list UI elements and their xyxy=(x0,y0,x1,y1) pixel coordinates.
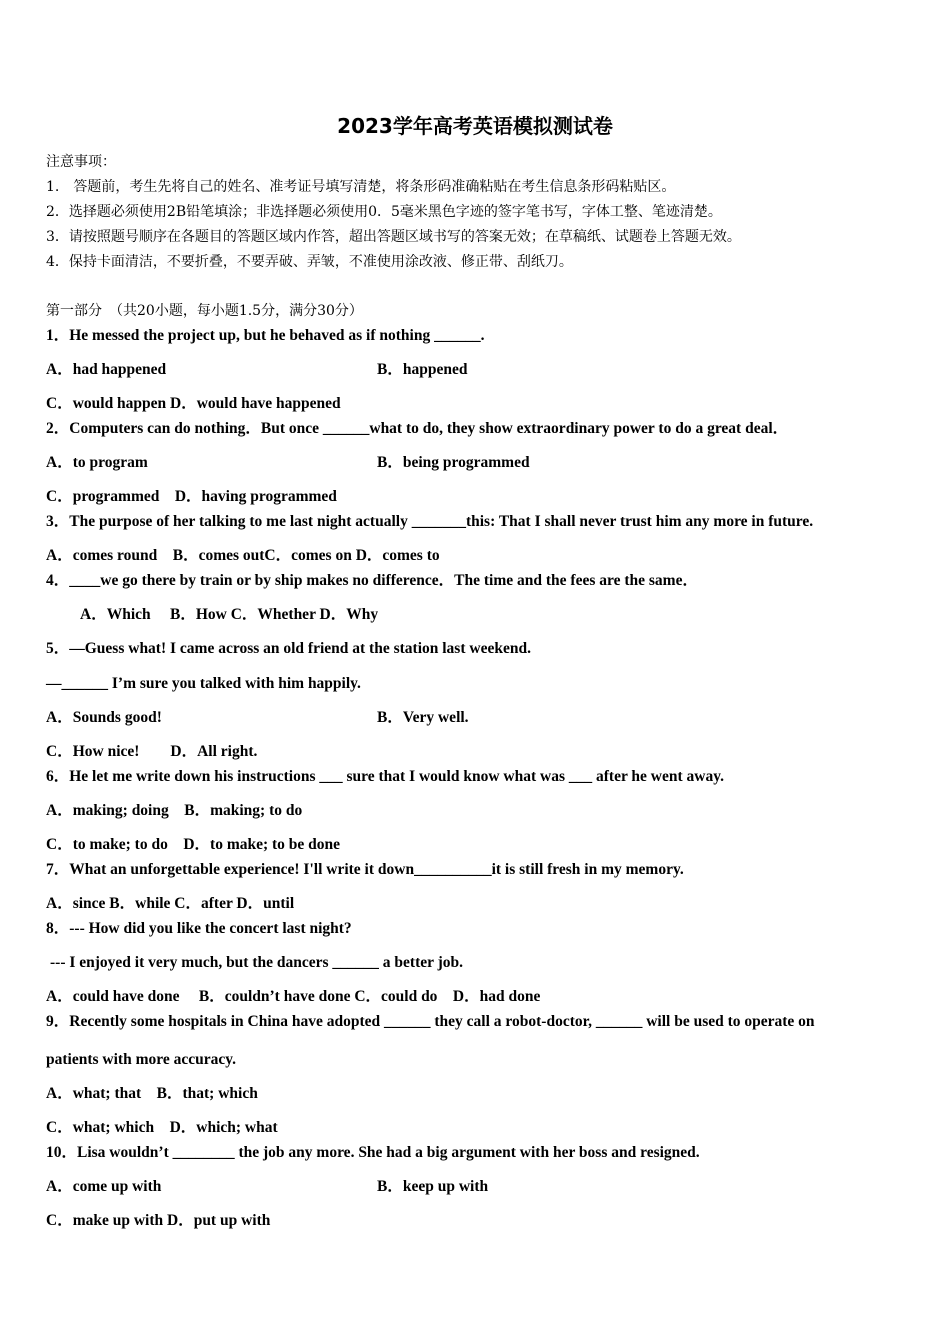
question-2-option-b: B．being programmed xyxy=(377,454,530,471)
page-title: 2023学年高考英语模拟测试卷 xyxy=(337,114,613,138)
notice-item-4: 4．保持卡面清洁，不要折叠，不要弄破、弄皱，不准使用涂改液、修正带、刮纸刀。 xyxy=(46,254,573,270)
question-10-option-b: B．keep up with xyxy=(377,1178,489,1195)
question-1-options-cd: C．would happen D．would have happened xyxy=(46,395,341,412)
notice-item-2: 2．选择题必须使用2B铅笔填涂；非选择题必须使用0．5毫米黑色字迹的签字笔书写，字体工整、笔迹清楚。 xyxy=(46,204,722,220)
question-4-stem: 4．____we go there by train or by ship makes no difference．The time and the fees are the same． xyxy=(46,572,698,589)
question-7-options: A．since B．while C．after D．until xyxy=(46,895,295,912)
question-3-stem: 3．The purpose of her talking to me last night actually _______this: That I shall never trust him any more in future. xyxy=(46,513,814,530)
notice-item-1: 1. 答题前，考生先将自己的姓名、准考证号填写清楚，将条形码准确粘贴在考生信息条形码粘贴区。 xyxy=(46,179,676,195)
question-8-options: A．could have done B．couldn’t have done C．could do D．had done xyxy=(46,988,541,1005)
question-5-option-b: B．Very well. xyxy=(377,709,469,726)
section-heading: 第一部分 （共20小题，每小题1.5分，满分30分） xyxy=(46,303,363,319)
question-9-stem-continued: patients with more accuracy. xyxy=(46,1051,236,1068)
question-10-options-cd: C．make up with D．put up with xyxy=(46,1212,271,1229)
question-6-options-cd: C．to make; to do D．to make; to be done xyxy=(46,836,341,853)
question-7-stem: 7．What an unforgettable experience! I'll write it down__________it is still fresh in my memory. xyxy=(46,861,684,878)
question-8-stem: 8．--- How did you like the concert last night? xyxy=(46,920,352,937)
question-5-stem: 5．—Guess what! I came across an old friend at the station last weekend. xyxy=(46,640,531,657)
question-9-options-ab: A．what; that B．that; which xyxy=(46,1085,258,1102)
question-2-options-cd: C．programmed D．having programmed xyxy=(46,488,337,505)
question-2-option-a: A．to program xyxy=(46,454,148,471)
question-10-stem: 10．Lisa wouldn’t ________ the job any more. She had a big argument with her boss and resigned. xyxy=(46,1144,700,1161)
question-5-option-a: A．Sounds good! xyxy=(46,709,162,726)
question-5-reply: —______ I’m sure you talked with him happily. xyxy=(46,675,361,692)
question-1-option-a: A．had happened xyxy=(46,361,167,378)
question-1-option-b: B．happened xyxy=(377,361,468,378)
question-1-stem: 1．He messed the project up, but he behaved as if nothing ______. xyxy=(46,327,485,344)
notice-item-3: 3．请按照题号顺序在各题目的答题区域内作答，超出答题区域书写的答案无效；在草稿纸、试题卷上答题无效。 xyxy=(46,229,741,245)
question-6-stem: 6．He let me write down his instructions ___ sure that I would know what was ___ after he went away. xyxy=(46,768,724,785)
question-4-options: A．Which B．How C．Whether D．Why xyxy=(80,606,379,623)
notice-heading: 注意事项： xyxy=(46,154,116,170)
question-2-stem: 2．Computers can do nothing．But once ______what to do, they show extraordinary power to do a great deal． xyxy=(46,420,789,437)
question-10-option-a: A．come up with xyxy=(46,1178,162,1195)
question-5-options-cd: C．How nice! D．All right. xyxy=(46,743,258,760)
question-9-options-cd: C．what; which D．which; what xyxy=(46,1119,278,1136)
question-8-reply: --- I enjoyed it very much, but the dancers ______ a better job. xyxy=(50,954,463,971)
question-6-options-ab: A．making; doing B．making; to do xyxy=(46,802,303,819)
question-9-stem: 9．Recently some hospitals in China have adopted ______ they call a robot-doctor, ______ will be used to operate on xyxy=(46,1013,815,1030)
question-3-options: A．comes round B．comes outC．comes on D．comes to xyxy=(46,547,440,564)
